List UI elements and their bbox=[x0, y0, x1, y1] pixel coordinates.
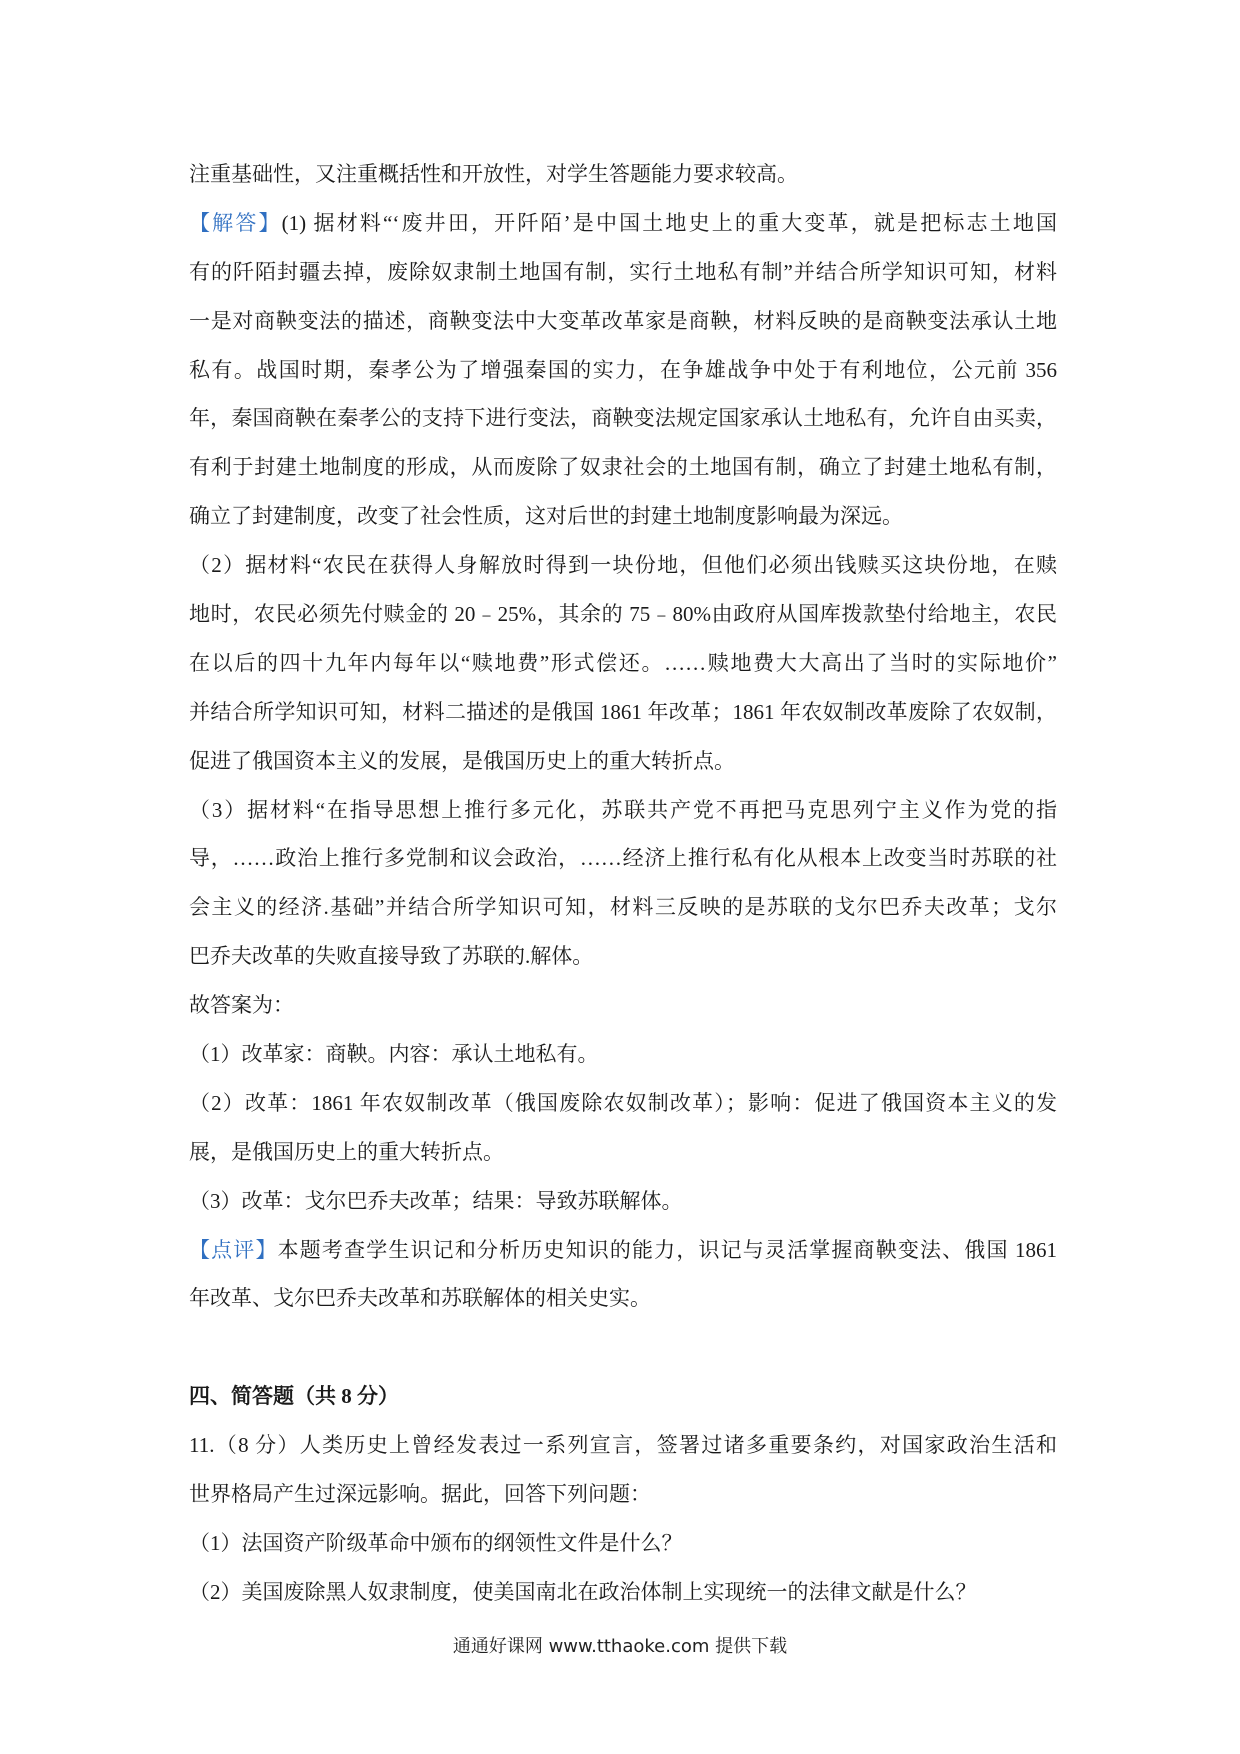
question-subitem bbox=[189, 1519, 1057, 1568]
line-text: 年，秦国商鞅在秦孝公的支持下进行变法，商鞅变法规定国家承认土地私有，允许自由买卖， bbox=[189, 406, 1057, 431]
line-text: 世界格局产生过深远影响。据此，回答下列问题： bbox=[189, 1482, 651, 1507]
line-text: 有利于封建土地制度的形成，从而废除了奴隶社会的土地国有制，确立了封建土地私有制， bbox=[189, 455, 1057, 480]
line-text: （1）法国资产阶级革命中颁布的纲领性文件是什么？ bbox=[189, 1530, 683, 1555]
answer-line bbox=[189, 394, 1057, 443]
page-footer: 通通好课网 www.tthaoke.com 提供下载 bbox=[452, 1636, 788, 1657]
line-text: 展，是俄国历史上的重大转折点。 bbox=[189, 1139, 504, 1164]
answer-line bbox=[189, 786, 1057, 835]
section-heading: 四、简答题（共 8 分） bbox=[189, 1384, 399, 1409]
final-answer-intro bbox=[189, 981, 1057, 1030]
comment-label: 【点评】 bbox=[189, 1237, 278, 1262]
question-line bbox=[189, 1421, 1057, 1470]
line-text: 会主义的经济.基础”并结合所学知识可知，材料三反映的是苏联的戈尔巴乔夫改革；戈尔 bbox=[189, 895, 1057, 920]
answer-line bbox=[189, 492, 1057, 541]
line-text: （2）美国废除黑人奴隶制度，使美国南北在政治体制上实现统一的法律文献是什么？ bbox=[189, 1579, 977, 1604]
answer-line bbox=[189, 932, 1057, 981]
final-answer-line bbox=[189, 1128, 1057, 1177]
line-text: 注重基础性，又注重概括性和开放性，对学生答题能力要求较高。 bbox=[189, 162, 798, 186]
line-text: （1）改革家：商鞅。内容：承认土地私有。 bbox=[189, 1042, 599, 1067]
line-text: 11.（8 分）人类历史上曾经发表过一系列宣言，签署过诸多重要条约，对国家政治生活和 bbox=[189, 1433, 1057, 1458]
line-text: 导，……政治上推行多党制和议会政治，……经济上推行私有化从根本上改变当时苏联的社 bbox=[189, 846, 1057, 871]
line-text: (1) 据材料“‘废井田，开阡陌’是中国土地史上的重大变革，就是把标志土地国 bbox=[281, 210, 1058, 235]
line-text: 并结合所学知识可知，材料二描述的是俄国 1861 年改革；1861 年农奴制改革废除了农奴制， bbox=[189, 699, 1057, 724]
answer-line bbox=[189, 688, 1057, 737]
answer-line bbox=[189, 834, 1057, 883]
section-gap bbox=[189, 1323, 1057, 1372]
answer-line bbox=[189, 297, 1057, 346]
line-text: 有的阡陌封疆去掉，废除奴隶制土地国有制，实行土地私有制”并结合所学知识可知，材料 bbox=[189, 259, 1057, 284]
line-text: 促进了俄国资本主义的发展，是俄国历史上的重大转折点。 bbox=[189, 748, 735, 773]
final-answer-line bbox=[189, 1079, 1057, 1128]
final-answer-line bbox=[189, 1177, 1057, 1226]
answer-line bbox=[189, 883, 1057, 932]
line-text: 确立了封建制度，改变了社会性质，这对后世的封建土地制度影响最为深远。 bbox=[189, 504, 903, 529]
answer-line bbox=[189, 639, 1057, 688]
answer-line bbox=[189, 199, 1057, 248]
answer-line bbox=[189, 541, 1057, 590]
answer-line bbox=[189, 590, 1057, 639]
answer-line bbox=[189, 248, 1057, 297]
document-body bbox=[189, 150, 1057, 1617]
line-text: 私有。战国时期，秦孝公为了增强秦国的实力，在争雄战争中处于有利地位，公元前 356 bbox=[189, 357, 1057, 382]
line-text: 一是对商鞅变法的描述，商鞅变法中大变革改革家是商鞅，材料反映的是商鞅变法承认土地 bbox=[189, 308, 1057, 333]
answer-line bbox=[189, 737, 1057, 786]
comment-line bbox=[189, 1226, 1057, 1275]
line-text: （3）改革：戈尔巴乔夫改革；结果：导致苏联解体。 bbox=[189, 1188, 683, 1213]
line-text: 本题考查学生识记和分析历史知识的能力，识记与灵活掌握商鞅变法、俄国 1861 bbox=[277, 1237, 1058, 1262]
line-text: 在以后的四十九年内每年以“赎地费”形式偿还。……赎地费大大高出了当时的实际地价” bbox=[189, 650, 1057, 675]
line-text: （2）改革：1861 年农奴制改革（俄国废除农奴制改革）；影响：促进了俄国资本主义的发 bbox=[189, 1090, 1057, 1115]
answer-line bbox=[189, 443, 1057, 492]
final-answer-line bbox=[189, 1030, 1057, 1079]
line-text: （2）据材料“农民在获得人身解放时得到一块份地，但他们必须出钱赎买这块份地，在赎 bbox=[189, 553, 1057, 578]
question-line bbox=[189, 1470, 1057, 1519]
line-text: 地时，农民必须先付赎金的 20﹣25%，其余的 75﹣80%由政府从国库拨款垫付给地主，农民 bbox=[189, 602, 1057, 627]
comment-line bbox=[189, 1274, 1057, 1323]
intro-tail-line bbox=[189, 150, 1057, 199]
answer-label: 【解答】 bbox=[189, 210, 282, 235]
line-text: 巴乔夫改革的失败直接导致了苏联的.解体。 bbox=[189, 944, 594, 969]
line-text: 年改革、戈尔巴乔夫改革和苏联解体的相关史实。 bbox=[189, 1286, 651, 1311]
answer-line bbox=[189, 346, 1057, 395]
question-subitem bbox=[189, 1568, 1057, 1617]
line-text: （3）据材料“在指导思想上推行多元化，苏联共产党不再把马克思列宁主义作为党的指 bbox=[189, 797, 1057, 822]
line-text: 故答案为： bbox=[189, 993, 294, 1018]
